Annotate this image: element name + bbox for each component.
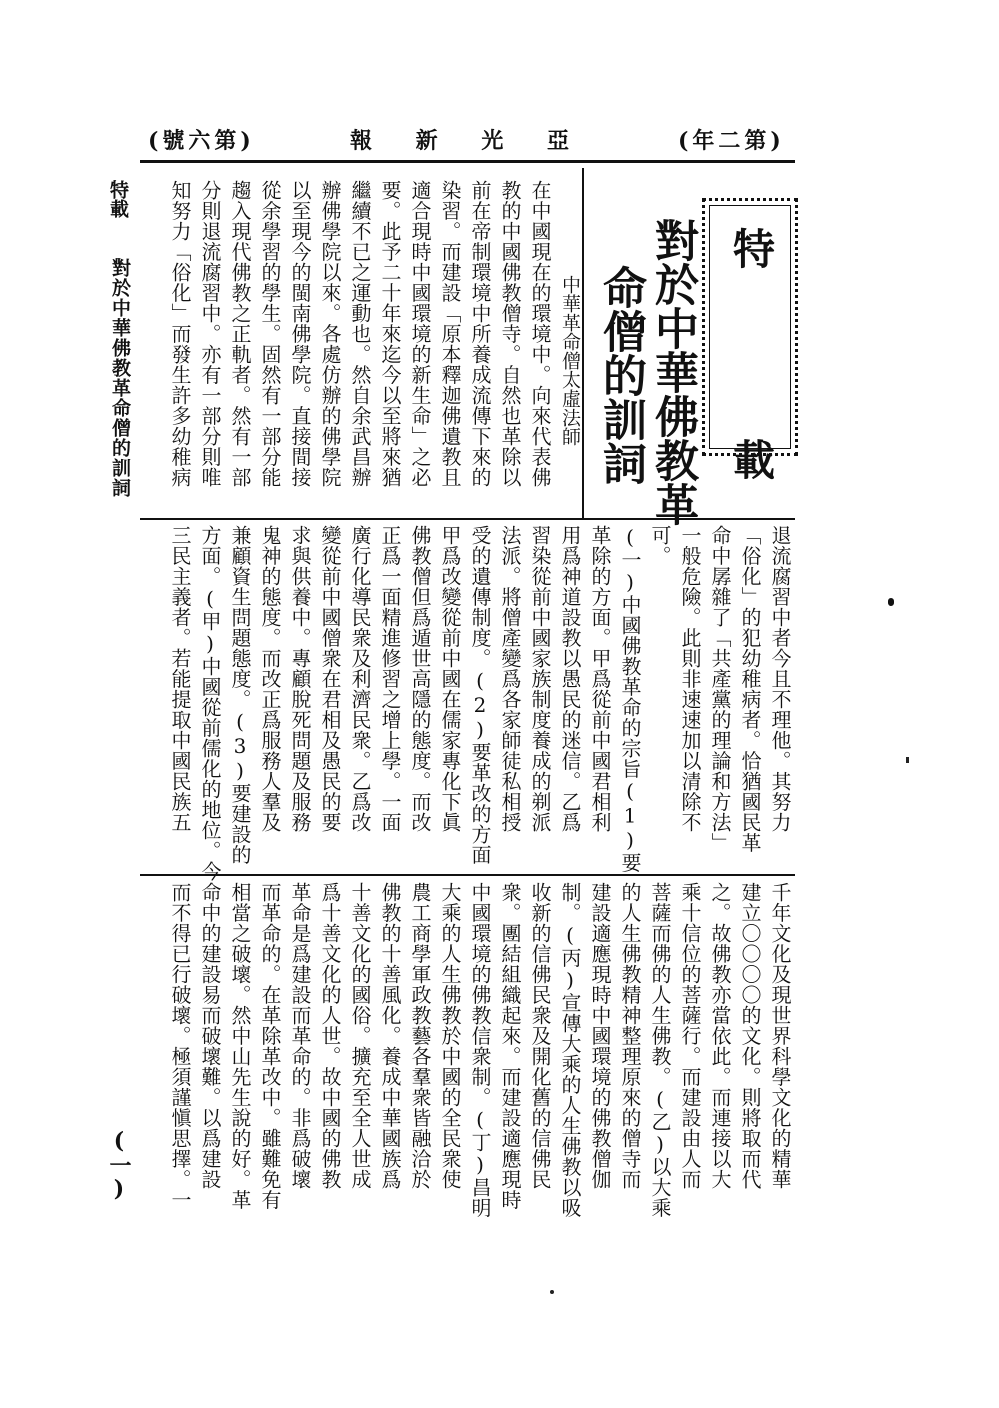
scan-speck xyxy=(888,598,894,606)
body-column: 習染從前中國家族制度養成的剃派 xyxy=(528,525,552,833)
body-column: 之。故佛教亦當依此。而連接以大 xyxy=(708,882,732,1190)
body-column: 中國環境的佛教信衆制。(丁)昌明 xyxy=(468,882,492,1218)
body-column: 廣行化導民衆及利濟民衆。乙爲改 xyxy=(348,525,372,833)
body-column: 衆。團結組織起來。而建設適應現時 xyxy=(498,882,522,1210)
body-column: 要。此予二十年來迄今以至將來猶 xyxy=(378,180,402,488)
body-column: 命中的建設易而破壞難。以爲建設 xyxy=(198,882,222,1190)
body-column: 而革命的。在革除革改中。雖難免有 xyxy=(258,882,282,1210)
article-byline: 中華革命僧太虛法師 xyxy=(559,275,581,446)
body-column: 分則退流腐習中。亦有一部分則唯 xyxy=(198,180,222,488)
body-column: 一般危險。此則非速速加以清除不 xyxy=(678,525,702,833)
scan-speck xyxy=(550,1290,554,1294)
body-column: 菩薩而佛的人生佛教。(乙)以大乘 xyxy=(648,882,672,1218)
body-column: 的人生佛教精神整理原來的僧寺而 xyxy=(618,882,642,1190)
body-column: 佛教的十善風化。養成中華國族爲 xyxy=(378,882,402,1190)
body-column: 十善文化的國俗。擴充至全人世成 xyxy=(348,882,372,1190)
title-block-divider xyxy=(582,168,584,518)
body-column: 求與供養中。專顧脫死問題及服務 xyxy=(288,525,312,833)
body-column: 爲十善文化的人世。故中國的佛教 xyxy=(318,882,342,1190)
body-column: 建立〇〇〇〇的文化。則將取而代 xyxy=(738,882,762,1190)
body-column: 革除的方面。甲爲從前中國君相利 xyxy=(588,525,612,833)
body-column: 方面。(甲)中國從前儒化的地位。今 xyxy=(198,525,222,882)
body-column: 前在帝制環境中所養成流傳下來的 xyxy=(468,180,492,488)
body-column: 知努力「俗化」而發生許多幼稚病 xyxy=(168,180,192,488)
body-column: 鬼神的態度。而改正爲服務人羣及 xyxy=(258,525,282,833)
issue-number: (號六第) xyxy=(148,128,255,154)
body-column: 千年文化及現世界科學文化的精華 xyxy=(768,882,792,1190)
body-column: 而不得已行破壞。極須謹愼思擇。一 xyxy=(168,882,192,1210)
body-column: 收新的信佛民衆及開化舊的信佛民 xyxy=(528,882,552,1190)
sidebar-article-title: 對於中華佛教革命僧的訓詞 xyxy=(109,258,131,498)
body-column: 適合現時中國環境的新生命」之必 xyxy=(408,180,432,488)
body-column: 正爲一面精進修習之增上學。一面 xyxy=(378,525,402,833)
body-column: 繼續不已之運動也。然自余武昌辦 xyxy=(348,180,372,488)
body-column: 受的遺傳制度。(2)要革改的方面 xyxy=(468,525,492,865)
body-column: 大乘的人生佛教於中國的全民衆使 xyxy=(438,882,462,1190)
body-column: 革命是爲建設而革命的。非爲破壞 xyxy=(288,882,312,1190)
body-column: 退流腐習中者今且不理他。其努力 xyxy=(768,525,792,833)
body-column: 在中國現在的環境中。向來代表佛 xyxy=(528,180,552,488)
body-column: 可。 xyxy=(648,525,672,566)
body-column: 變從前中國僧衆在君相及愚民的要 xyxy=(318,525,342,833)
header-rule xyxy=(140,160,795,163)
body-column: 兼顧資生問題態度。(3)要建設的 xyxy=(228,525,252,865)
body-column: 建設適應現時中國環境的佛教僧伽 xyxy=(588,882,612,1190)
body-column: 從余學習的學生。固然有一部分能 xyxy=(258,180,282,488)
body-column: 命中孱雜了「共產黨的理論和方法」 xyxy=(708,525,732,853)
body-column: 趨入現代佛教之正軌者。然有一部 xyxy=(228,180,252,488)
scan-speck xyxy=(906,757,909,763)
body-column: 農工商學軍政教藝各羣衆皆融洽於 xyxy=(408,882,432,1190)
publication-year: (年二第) xyxy=(678,128,785,154)
body-column: 制。(丙)宣傳大乘的人生佛教以吸 xyxy=(558,882,582,1218)
body-column: 教的中國佛教僧寺。自然也革除以 xyxy=(498,180,522,488)
body-column: (一)中國佛教革命的宗旨(1)要 xyxy=(618,525,642,873)
body-column: 「俗化」的犯幼稚病者。恰猶國民革 xyxy=(738,525,762,853)
body-column: 染習。而建設「原本釋迦佛遺教且 xyxy=(438,180,462,488)
article-title-sub: 命僧的訓詞 xyxy=(595,265,646,485)
newspaper-name: 報 新 光 亞 xyxy=(350,128,587,154)
body-column: 甲爲改變從前中國在儒家專化下眞 xyxy=(438,525,462,833)
body-column: 辦佛學院以來。各處仿辦的佛學院 xyxy=(318,180,342,488)
article-title-main: 對於中華佛教革 xyxy=(647,218,698,526)
section-label-box xyxy=(702,198,798,540)
body-column: 三民主義者。若能提取中國民族五 xyxy=(168,525,192,833)
page-number: (一) xyxy=(106,1128,132,1202)
body-column: 相當之破壞。然中山先生說的好。革 xyxy=(228,882,252,1210)
tier-divider-2 xyxy=(140,874,795,876)
body-column: 用爲神道設教以愚民的迷信。乙爲 xyxy=(558,525,582,833)
body-column: 乘十信位的菩薩行。而建設由人而 xyxy=(678,882,702,1190)
section-label: 特 載 xyxy=(727,227,776,540)
body-column: 佛教僧但爲遁世高隱的態度。而改 xyxy=(408,525,432,833)
sidebar-column-label: 特載 xyxy=(107,180,129,218)
body-column: 法派。將僧產變爲各家師徒私相授 xyxy=(498,525,522,833)
body-column: 以至現今的閩南佛學院。直接間接 xyxy=(288,180,312,488)
